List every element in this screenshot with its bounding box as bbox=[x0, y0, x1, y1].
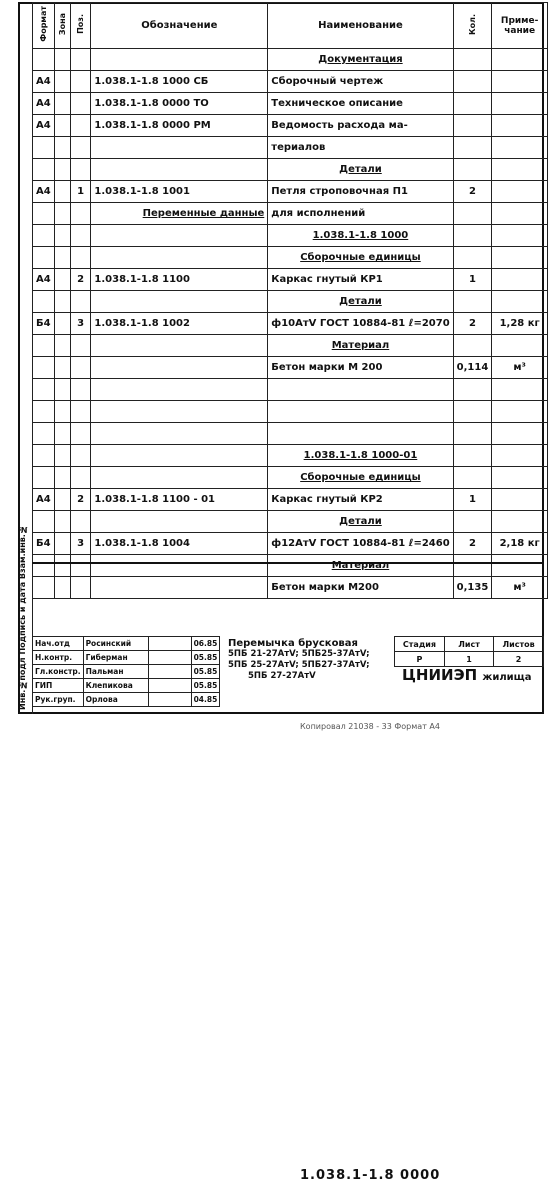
name-cell: ф10АтV ГОСТ 10884-81 ℓ=2070 bbox=[268, 313, 453, 335]
name-cell bbox=[268, 401, 453, 423]
signature-cell bbox=[148, 679, 191, 693]
sheets-header: Листов bbox=[494, 637, 544, 652]
format-cell: А4 bbox=[33, 115, 55, 137]
format-cell bbox=[33, 291, 55, 313]
stage-table bbox=[394, 636, 544, 667]
date-cell: 05.85 bbox=[191, 665, 220, 679]
date-cell: 05.85 bbox=[191, 651, 220, 665]
signature-row bbox=[33, 665, 220, 679]
pos-cell bbox=[70, 49, 91, 71]
format-cell: А4 bbox=[33, 71, 55, 93]
table-row bbox=[33, 115, 548, 137]
note-cell bbox=[492, 225, 548, 247]
name-cell: Сборочный чертеж bbox=[268, 71, 453, 93]
name-cell: Материал bbox=[268, 555, 453, 577]
person-name-cell: Пальман bbox=[83, 665, 148, 679]
note-cell bbox=[492, 247, 548, 269]
zone-cell bbox=[54, 93, 70, 115]
zone-cell bbox=[54, 379, 70, 401]
note-cell bbox=[492, 159, 548, 181]
signature-cell bbox=[148, 665, 191, 679]
table-row bbox=[33, 533, 548, 555]
format-cell: А4 bbox=[33, 181, 55, 203]
pos-cell bbox=[70, 71, 91, 93]
table-row bbox=[33, 93, 548, 115]
table-row bbox=[33, 467, 548, 489]
qty-cell bbox=[453, 511, 492, 533]
pos-cell bbox=[70, 335, 91, 357]
designation-cell: Переменные данные bbox=[91, 203, 268, 225]
zone-cell bbox=[54, 423, 70, 445]
format-cell bbox=[33, 379, 55, 401]
qty-cell bbox=[453, 225, 492, 247]
pos-cell bbox=[70, 291, 91, 313]
pos-cell bbox=[70, 93, 91, 115]
pos-cell: 2 bbox=[70, 269, 91, 291]
note-cell bbox=[492, 203, 548, 225]
pos-cell: 1 bbox=[70, 181, 91, 203]
format-cell: А4 bbox=[33, 93, 55, 115]
designation-cell bbox=[91, 247, 268, 269]
col-designation: Обозначение bbox=[91, 3, 268, 49]
format-cell bbox=[33, 137, 55, 159]
note-cell bbox=[492, 511, 548, 533]
role-cell: ГИП bbox=[33, 679, 84, 693]
designation-cell: 1.038.1-1.8 1100 bbox=[91, 269, 268, 291]
designation-cell bbox=[91, 423, 268, 445]
organization bbox=[402, 666, 531, 684]
qty-cell: 2 bbox=[453, 533, 492, 555]
signature-row bbox=[33, 679, 220, 693]
table-row bbox=[33, 181, 548, 203]
signatures-table bbox=[32, 636, 220, 707]
zone-cell bbox=[54, 401, 70, 423]
role-cell: Н.контр. bbox=[33, 651, 84, 665]
format-cell bbox=[33, 225, 55, 247]
qty-cell: 0,114 bbox=[453, 357, 492, 379]
name-cell: Сборочные единицы bbox=[268, 247, 453, 269]
pos-cell: 2 bbox=[70, 489, 91, 511]
designation-cell bbox=[91, 467, 268, 489]
note-cell bbox=[492, 137, 548, 159]
designation-cell bbox=[91, 225, 268, 247]
note-cell bbox=[492, 423, 548, 445]
table-row bbox=[33, 71, 548, 93]
designation-cell bbox=[91, 335, 268, 357]
pos-cell bbox=[70, 203, 91, 225]
name-cell: Детали bbox=[268, 291, 453, 313]
designation-cell: 1.038.1-1.8 1004 bbox=[91, 533, 268, 555]
table-header bbox=[33, 3, 548, 49]
role-cell: Гл.констр. bbox=[33, 665, 84, 679]
table-row bbox=[33, 423, 548, 445]
designation-cell: 1.038.1-1.8 0000 РМ bbox=[91, 115, 268, 137]
signature-row bbox=[33, 693, 220, 707]
designation-cell: 1.038.1-1.8 1001 bbox=[91, 181, 268, 203]
document-code: 1.038.1-1.8 0000 bbox=[300, 1168, 441, 1183]
pos-cell bbox=[70, 401, 91, 423]
name-cell: Документация bbox=[268, 49, 453, 71]
zone-cell bbox=[54, 203, 70, 225]
person-name-cell: Гиберман bbox=[83, 651, 148, 665]
designation-cell bbox=[91, 445, 268, 467]
name-cell: Петля строповочная П1 bbox=[268, 181, 453, 203]
designation-cell: 1.038.1-1.8 1000 СБ bbox=[91, 71, 268, 93]
signature-cell bbox=[148, 637, 191, 651]
signature-row bbox=[33, 637, 220, 651]
format-cell: А4 bbox=[33, 489, 55, 511]
zone-cell bbox=[54, 357, 70, 379]
note-cell bbox=[492, 379, 548, 401]
zone-cell bbox=[54, 291, 70, 313]
name-cell: 1.038.1-1.8 1000 bbox=[268, 225, 453, 247]
note-cell bbox=[492, 401, 548, 423]
signature-cell bbox=[148, 651, 191, 665]
zone-cell bbox=[54, 313, 70, 335]
role-cell: Нач.отд bbox=[33, 637, 84, 651]
note-cell bbox=[492, 71, 548, 93]
sidebar-label: Инв.№подл Подпись и дата Взам.инв.№ bbox=[18, 525, 27, 710]
table-row bbox=[33, 159, 548, 181]
table-row bbox=[33, 511, 548, 533]
note-cell bbox=[492, 115, 548, 137]
note-cell bbox=[492, 291, 548, 313]
zone-cell bbox=[54, 445, 70, 467]
zone-cell bbox=[54, 181, 70, 203]
qty-cell bbox=[453, 115, 492, 137]
table-row bbox=[33, 335, 548, 357]
format-cell bbox=[33, 511, 55, 533]
designation-cell bbox=[91, 159, 268, 181]
note-cell: м³ bbox=[492, 357, 548, 379]
table-row bbox=[33, 357, 548, 379]
qty-cell: 2 bbox=[453, 181, 492, 203]
col-zone: Зона bbox=[54, 3, 70, 49]
table-row bbox=[33, 313, 548, 335]
pos-cell bbox=[70, 467, 91, 489]
qty-cell bbox=[453, 291, 492, 313]
designation-cell: 1.038.1-1.8 0000 ТО bbox=[91, 93, 268, 115]
pos-cell bbox=[70, 511, 91, 533]
table-row bbox=[33, 445, 548, 467]
format-cell bbox=[33, 357, 55, 379]
format-cell: Б4 bbox=[33, 533, 55, 555]
name-cell: Материал bbox=[268, 335, 453, 357]
table-row bbox=[33, 137, 548, 159]
designation-cell: 1.038.1-1.8 1100 - 01 bbox=[91, 489, 268, 511]
note-cell bbox=[492, 269, 548, 291]
table-row bbox=[33, 49, 548, 71]
pos-cell bbox=[70, 225, 91, 247]
qty-cell bbox=[453, 445, 492, 467]
zone-cell bbox=[54, 247, 70, 269]
stage-value: Р bbox=[395, 652, 445, 667]
designation-cell: 1.038.1-1.8 1002 bbox=[91, 313, 268, 335]
qty-cell bbox=[453, 401, 492, 423]
qty-cell bbox=[453, 71, 492, 93]
zone-cell bbox=[54, 159, 70, 181]
pos-cell bbox=[70, 357, 91, 379]
note-cell bbox=[492, 93, 548, 115]
name-cell bbox=[268, 379, 453, 401]
format-cell bbox=[33, 159, 55, 181]
date-cell: 05.85 bbox=[191, 679, 220, 693]
qty-cell bbox=[453, 335, 492, 357]
note-cell: 2,18 кг bbox=[492, 533, 548, 555]
zone-cell bbox=[54, 335, 70, 357]
note-cell bbox=[492, 181, 548, 203]
org-suffix: жилища bbox=[482, 672, 532, 683]
title-main: Перемычка брусковая bbox=[228, 638, 358, 649]
designation-cell bbox=[91, 49, 268, 71]
table-row bbox=[33, 203, 548, 225]
name-cell: Сборочные единицы bbox=[268, 467, 453, 489]
stage-header: Стадия bbox=[395, 637, 445, 652]
qty-cell bbox=[453, 137, 492, 159]
designation-cell bbox=[91, 379, 268, 401]
table-row bbox=[33, 489, 548, 511]
format-cell bbox=[33, 401, 55, 423]
name-cell: Ведомость расхода ма- bbox=[268, 115, 453, 137]
product-title bbox=[228, 638, 394, 682]
qty-cell: 1 bbox=[453, 489, 492, 511]
qty-cell bbox=[453, 379, 492, 401]
note-cell bbox=[492, 489, 548, 511]
qty-cell: 1 bbox=[453, 269, 492, 291]
qty-cell bbox=[453, 467, 492, 489]
table-row bbox=[33, 379, 548, 401]
zone-cell bbox=[54, 71, 70, 93]
zone-cell bbox=[54, 269, 70, 291]
person-name-cell: Клепикова bbox=[83, 679, 148, 693]
signature-row bbox=[33, 651, 220, 665]
qty-cell bbox=[453, 159, 492, 181]
pos-cell bbox=[70, 115, 91, 137]
name-cell: Детали bbox=[268, 159, 453, 181]
role-cell: Рук.груп. bbox=[33, 693, 84, 707]
date-cell: 04.85 bbox=[191, 693, 220, 707]
org-name: ЦНИИЭП bbox=[402, 666, 478, 684]
pos-cell bbox=[70, 445, 91, 467]
format-cell: А4 bbox=[33, 269, 55, 291]
note-cell bbox=[492, 445, 548, 467]
date-cell: 06.85 bbox=[191, 637, 220, 651]
qty-cell: 2 bbox=[453, 313, 492, 335]
qty-cell bbox=[453, 49, 492, 71]
footer-note: Копировал 21038 - 33 Формат А4 bbox=[300, 722, 440, 731]
sheets-value: 2 bbox=[494, 652, 544, 667]
specification-table bbox=[32, 2, 548, 599]
table-row bbox=[33, 225, 548, 247]
col-note: Приме- чание bbox=[492, 3, 548, 49]
pos-cell bbox=[70, 379, 91, 401]
pos-cell: 3 bbox=[70, 313, 91, 335]
person-name-cell: Орлова bbox=[83, 693, 148, 707]
note-cell bbox=[492, 49, 548, 71]
qty-cell bbox=[453, 93, 492, 115]
format-cell bbox=[33, 49, 55, 71]
name-cell: Техническое описание bbox=[268, 93, 453, 115]
pos-cell bbox=[70, 423, 91, 445]
designation-cell bbox=[91, 357, 268, 379]
zone-cell bbox=[54, 511, 70, 533]
table-row bbox=[33, 401, 548, 423]
table-row bbox=[33, 269, 548, 291]
table-row bbox=[33, 291, 548, 313]
pos-cell: 3 bbox=[70, 533, 91, 555]
designation-cell bbox=[91, 291, 268, 313]
zone-cell bbox=[54, 225, 70, 247]
note-cell bbox=[492, 335, 548, 357]
name-cell: Каркас гнутый КР2 bbox=[268, 489, 453, 511]
person-name-cell: Росинский bbox=[83, 637, 148, 651]
name-cell bbox=[268, 423, 453, 445]
title-line: 5ПБ 21-27АтV; 5ПБ25-37АтV; bbox=[228, 649, 370, 659]
pos-cell bbox=[70, 159, 91, 181]
format-cell bbox=[33, 335, 55, 357]
zone-cell bbox=[54, 137, 70, 159]
format-cell bbox=[33, 247, 55, 269]
note-cell bbox=[492, 467, 548, 489]
sheet-header: Лист bbox=[444, 637, 493, 652]
col-pos: Поз. bbox=[70, 3, 91, 49]
name-cell: для исполнений bbox=[268, 203, 453, 225]
zone-cell bbox=[54, 467, 70, 489]
format-cell: Б4 bbox=[33, 313, 55, 335]
name-cell: ф12АтV ГОСТ 10884-81 ℓ=2460 bbox=[268, 533, 453, 555]
name-cell: Бетон марки М200 bbox=[268, 577, 453, 599]
qty-cell bbox=[453, 247, 492, 269]
approval-sidebar bbox=[18, 470, 33, 714]
name-cell: 1.038.1-1.8 1000-01 bbox=[268, 445, 453, 467]
name-cell: Детали bbox=[268, 511, 453, 533]
format-cell bbox=[33, 445, 55, 467]
pos-cell bbox=[70, 137, 91, 159]
col-name: Наименование bbox=[268, 3, 453, 49]
qty-cell bbox=[453, 203, 492, 225]
note-cell: 1,28 кг bbox=[492, 313, 548, 335]
name-cell: Каркас гнутый КР1 bbox=[268, 269, 453, 291]
table-row bbox=[33, 247, 548, 269]
zone-cell bbox=[54, 533, 70, 555]
sheet-value: 1 bbox=[444, 652, 493, 667]
signature-cell bbox=[148, 693, 191, 707]
designation-cell bbox=[91, 401, 268, 423]
zone-cell bbox=[54, 115, 70, 137]
format-cell bbox=[33, 467, 55, 489]
title-line: 5ПБ 27-27АтV bbox=[248, 671, 316, 681]
zone-cell bbox=[54, 49, 70, 71]
note-cell: м³ bbox=[492, 577, 548, 599]
name-cell: териалов bbox=[268, 137, 453, 159]
qty-cell bbox=[453, 423, 492, 445]
col-qty: Кол. bbox=[453, 3, 492, 49]
designation-cell bbox=[91, 511, 268, 533]
qty-cell: 0,135 bbox=[453, 577, 492, 599]
zone-cell bbox=[54, 489, 70, 511]
designation-cell bbox=[91, 137, 268, 159]
format-cell bbox=[33, 203, 55, 225]
name-cell: Бетон марки М 200 bbox=[268, 357, 453, 379]
format-cell bbox=[33, 423, 55, 445]
pos-cell bbox=[70, 247, 91, 269]
title-line: 5ПБ 25-27АтV; 5ПБ27-37АтV; bbox=[228, 660, 370, 670]
col-format: Формат bbox=[33, 3, 55, 49]
